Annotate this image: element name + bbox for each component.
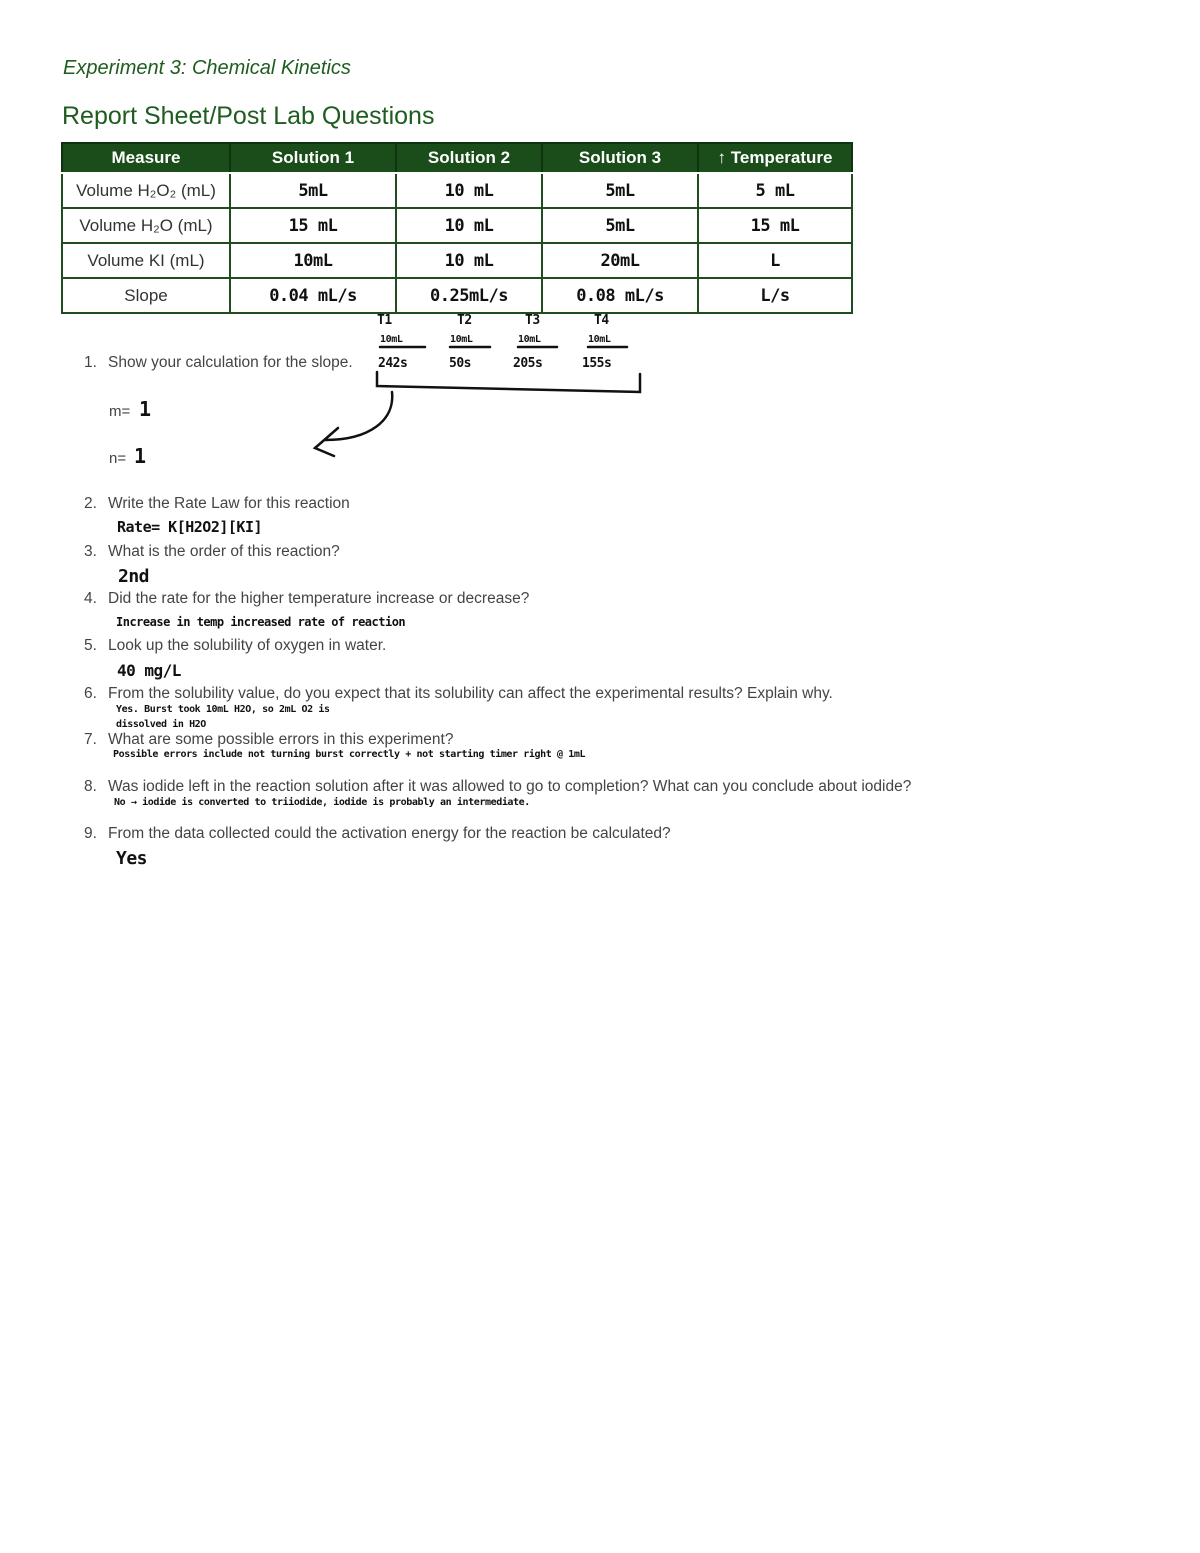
table-cell: 10mL — [230, 243, 396, 278]
trial-label: T3 — [525, 313, 540, 328]
trial-time: 205s — [513, 356, 543, 371]
table-cell: 0.04 mL/s — [230, 278, 396, 313]
question-text: Show your calculation for the slope. — [108, 354, 353, 371]
m-value: 1 — [139, 397, 151, 421]
question-number: 9. — [84, 825, 97, 842]
answer-4: Increase in temp increased rate of reaction — [116, 615, 406, 629]
question-number: 4. — [84, 590, 97, 607]
question-9 — [84, 825, 671, 843]
trial-volume: 10mL — [588, 334, 611, 345]
question-5 — [84, 637, 386, 655]
table-cell: 10 mL — [396, 208, 542, 243]
row-label: Slope — [62, 278, 230, 313]
row-label: Volume H₂O₂ (mL) — [62, 173, 230, 208]
column-header: Measure — [62, 143, 230, 173]
m-label: m= — [109, 403, 131, 420]
table-cell: L — [698, 243, 852, 278]
question-text: From the solubility value, do you expect that its solubility can affect the experimental results? Explain why. — [108, 685, 833, 702]
question-text: From the data collected could the activation energy for the reaction be calculated? — [108, 825, 671, 842]
table-cell: 0.25mL/s — [396, 278, 542, 313]
question-3 — [84, 543, 340, 561]
question-text: Did the rate for the higher temperature increase or decrease? — [108, 590, 530, 607]
answer-2: Rate= K[H2O2][KI] — [117, 518, 263, 536]
question-number: 7. — [84, 731, 97, 748]
column-header: Solution 1 — [230, 143, 396, 173]
question-8 — [84, 778, 911, 796]
table-cell: L/s — [698, 278, 852, 313]
table-cell: 15 mL — [230, 208, 396, 243]
trial-time: 242s — [378, 356, 408, 371]
answer-5: 40 mg/L — [117, 661, 181, 680]
row-label: Volume KI (mL) — [62, 243, 230, 278]
question-6 — [84, 685, 833, 703]
table-cell: 5mL — [542, 173, 698, 208]
question-number: 5. — [84, 637, 97, 654]
experiment-title: Experiment 3: Chemical Kinetics — [63, 57, 351, 79]
question-number: 1. — [84, 354, 97, 371]
question-2 — [84, 495, 350, 513]
report-title: Report Sheet/Post Lab Questions — [62, 102, 435, 130]
question-text: What are some possible errors in this experiment? — [108, 731, 454, 748]
table-cell: 5mL — [230, 173, 396, 208]
table-cell: 20mL — [542, 243, 698, 278]
question-text: Was iodide left in the reaction solution after it was allowed to go to completion? What can you conclude about iodide? — [108, 778, 912, 795]
column-header: Solution 2 — [396, 143, 542, 173]
row-label: Volume H₂O (mL) — [62, 208, 230, 243]
question-7 — [84, 731, 453, 749]
question-1 — [84, 354, 353, 372]
table-cell: 5 mL — [698, 173, 852, 208]
trial-label: T1 — [377, 313, 392, 328]
trial-label: T2 — [457, 313, 472, 328]
answer-7: Possible errors include not turning burst correctly + not starting timer right @ 1mL — [113, 749, 586, 760]
n-value: 1 — [134, 444, 146, 468]
question-number: 2. — [84, 495, 97, 512]
question-text: Write the Rate Law for this reaction — [108, 495, 350, 512]
question-number: 6. — [84, 685, 97, 702]
trial-time: 155s — [582, 356, 612, 371]
answer-3: 2nd — [118, 566, 150, 587]
answer-6-line-2: dissolved in H2O — [116, 719, 206, 730]
answer-9: Yes — [116, 848, 148, 869]
trial-volume: 10mL — [450, 334, 473, 345]
answer-8: No → iodide is converted to triiodide, iodide is probably an intermediate. — [114, 797, 530, 808]
question-number: 3. — [84, 543, 97, 560]
table-cell: 0.08 mL/s — [542, 278, 698, 313]
trial-volume: 10mL — [518, 334, 541, 345]
table-cell: 10 mL — [396, 173, 542, 208]
table-cell: 5mL — [542, 208, 698, 243]
column-header: Solution 3 — [542, 143, 698, 173]
question-text: What is the order of this reaction? — [108, 543, 340, 560]
trial-time: 50s — [449, 356, 471, 371]
answer-6-line-1: Yes. Burst took 10mL H2O, so 2mL O2 is — [116, 704, 330, 715]
n-label: n= — [109, 450, 127, 467]
question-number: 8. — [84, 778, 97, 795]
question-4 — [84, 590, 529, 608]
table-cell: 15 mL — [698, 208, 852, 243]
table-cell: 10 mL — [396, 243, 542, 278]
question-text: Look up the solubility of oxygen in water. — [108, 637, 387, 654]
trial-label: T4 — [594, 313, 609, 328]
trial-volume: 10mL — [380, 334, 403, 345]
column-header: ↑ Temperature — [698, 143, 852, 173]
